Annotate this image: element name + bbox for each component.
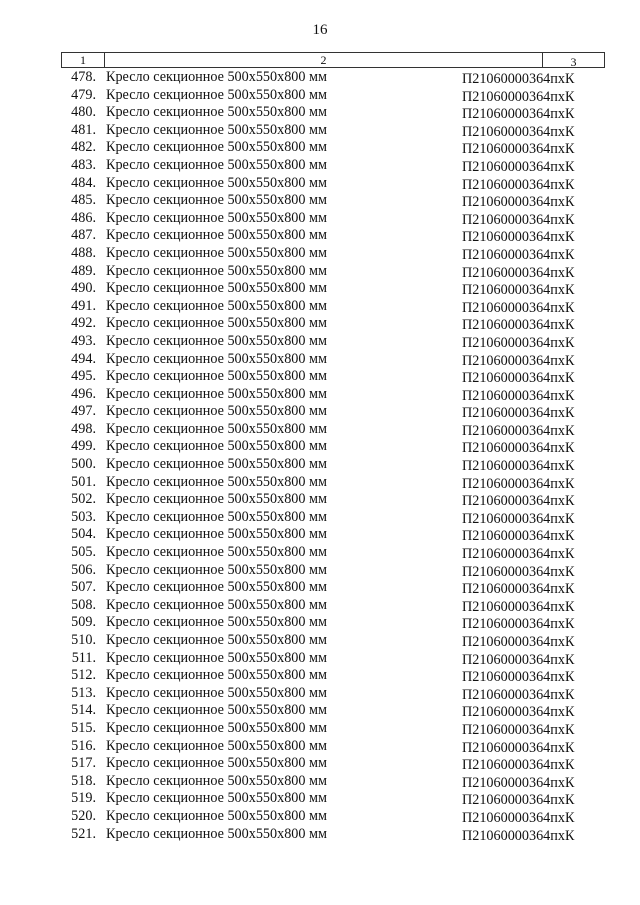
- table-row: [0, 438, 640, 456]
- item-code: П21060000364пхК: [462, 282, 575, 299]
- row-number: 487.: [71, 227, 96, 244]
- item-code: П21060000364пхК: [462, 616, 575, 633]
- item-name: Кресло секционное 500х550х800 мм: [106, 491, 327, 508]
- table-header: [61, 52, 605, 68]
- row-number: 490.: [71, 280, 96, 297]
- table-row: [0, 87, 640, 105]
- item-name: Кресло секционное 500х550х800 мм: [106, 755, 327, 772]
- item-code: П21060000364пхК: [462, 598, 575, 615]
- item-name: Кресло секционное 500х550х800 мм: [106, 807, 327, 824]
- item-name: Кресло секционное 500х550х800 мм: [106, 473, 327, 490]
- item-code: П21060000364пхК: [462, 792, 575, 809]
- item-code: П21060000364пхК: [462, 246, 575, 263]
- table-row: [0, 738, 640, 756]
- item-code: П21060000364пхК: [462, 88, 575, 105]
- item-name: Кресло секционное 500х550х800 мм: [106, 596, 327, 613]
- table-row: [0, 579, 640, 597]
- item-name: Кресло секционное 500х550х800 мм: [106, 174, 327, 191]
- item-code: П21060000364пхК: [462, 686, 575, 703]
- item-code: П21060000364пхК: [462, 71, 575, 87]
- table-row: [0, 315, 640, 333]
- item-code: П21060000364пхК: [462, 158, 575, 175]
- table-row: [0, 403, 640, 421]
- item-name: Кресло секционное 500х550х800 мм: [106, 526, 327, 543]
- item-code: П21060000364пхК: [462, 704, 575, 721]
- item-name: Кресло секционное 500х550х800 мм: [106, 719, 327, 736]
- table-body: [0, 69, 640, 843]
- row-number: 501.: [71, 473, 96, 490]
- item-code: П21060000364пхК: [462, 123, 575, 140]
- item-code: П21060000364пхК: [462, 669, 575, 686]
- table-row: [0, 685, 640, 703]
- item-code: П21060000364пхК: [462, 528, 575, 545]
- table-row: [0, 597, 640, 615]
- item-name: Кресло секционное 500х550х800 мм: [106, 438, 327, 455]
- table-row: [0, 386, 640, 404]
- row-number: 481.: [71, 121, 96, 138]
- table-row: [0, 139, 640, 157]
- row-number: 494.: [71, 350, 96, 367]
- row-number: 482.: [71, 139, 96, 156]
- row-number: 510.: [71, 632, 96, 648]
- table-row: [0, 192, 640, 210]
- row-number: 506.: [71, 561, 96, 578]
- item-name: Кресло секционное 500х550х800 мм: [106, 227, 327, 244]
- row-number: 485.: [71, 192, 96, 209]
- table-row: [0, 632, 640, 650]
- item-name: Кресло секционное 500х550х800 мм: [106, 420, 327, 437]
- table-row: [0, 773, 640, 791]
- row-number: 514.: [71, 702, 96, 719]
- table-row: [0, 509, 640, 527]
- item-code: П21060000364пхК: [462, 493, 575, 510]
- row-number: 499.: [71, 438, 96, 455]
- item-code: П21060000364пхК: [462, 229, 575, 246]
- item-name: Кресло секционное 500х550х800 мм: [106, 332, 327, 349]
- item-name: Кресло секционное 500х550х800 мм: [106, 209, 327, 226]
- table-row: [0, 720, 640, 738]
- item-code: П21060000364пхК: [462, 352, 575, 369]
- item-name: Кресло секционное 500х550х800 мм: [106, 667, 327, 684]
- table-row: [0, 351, 640, 369]
- item-name: Кресло секционное 500х550х800 мм: [106, 368, 327, 385]
- table-row: [0, 474, 640, 492]
- item-name: Кресло секционное 500х550х800 мм: [106, 244, 327, 261]
- item-code: П21060000364пхК: [462, 774, 575, 791]
- table-row: [0, 790, 640, 808]
- item-code: П21060000364пхК: [462, 739, 575, 756]
- table-row: [0, 808, 640, 826]
- table-row: [0, 650, 640, 668]
- item-name: Кресло секционное 500х550х800 мм: [106, 614, 327, 631]
- item-name: Кресло секционное 500х550х800 мм: [106, 262, 327, 279]
- row-number: 498.: [71, 420, 96, 437]
- item-name: Кресло секционное 500х550х800 мм: [106, 702, 327, 719]
- table-row: [0, 122, 640, 140]
- item-name: Кресло секционное 500х550х800 мм: [106, 403, 327, 420]
- table-row: [0, 210, 640, 228]
- item-name: Кресло секционное 500х550х800 мм: [106, 684, 327, 701]
- table-row: [0, 826, 640, 844]
- item-code: П21060000364пхК: [462, 827, 575, 844]
- table-row: [0, 368, 640, 386]
- row-number: 500.: [71, 456, 96, 473]
- row-number: 488.: [71, 244, 96, 261]
- item-code: П21060000364пхК: [462, 563, 575, 580]
- row-number: 491.: [71, 297, 96, 314]
- item-name: Кресло секционное 500х550х800 мм: [106, 315, 327, 332]
- table-row: [0, 157, 640, 175]
- row-number: 515.: [71, 719, 96, 736]
- item-name: Кресло секционное 500х550х800 мм: [106, 456, 327, 473]
- row-number: 480.: [71, 104, 96, 121]
- item-name: Кресло секционное 500х550х800 мм: [106, 86, 327, 103]
- item-code: П21060000364пхК: [462, 510, 575, 527]
- item-code: П21060000364пхК: [462, 141, 575, 158]
- row-number: 489.: [71, 262, 96, 279]
- row-number: 511.: [71, 649, 96, 666]
- table-row: [0, 614, 640, 632]
- row-number: 507.: [71, 579, 96, 596]
- item-code: П21060000364пхК: [462, 387, 575, 404]
- item-name: Кресло секционное 500х550х800 мм: [106, 69, 327, 85]
- row-number: 497.: [71, 403, 96, 420]
- row-number: 484.: [71, 174, 96, 191]
- page-number: 16: [312, 22, 328, 38]
- item-code: П21060000364пхК: [462, 651, 575, 668]
- row-number: 513.: [71, 684, 96, 701]
- table-row: [0, 280, 640, 298]
- item-name: Кресло секционное 500х550х800 мм: [106, 772, 327, 789]
- item-code: П21060000364пхК: [462, 422, 575, 439]
- item-code: П21060000364пхК: [462, 176, 575, 193]
- item-name: Кресло секционное 500х550х800 мм: [106, 579, 327, 596]
- item-code: П21060000364пхК: [462, 405, 575, 422]
- item-code: П21060000364пхК: [462, 458, 575, 475]
- table-row: [0, 175, 640, 193]
- item-code: П21060000364пхК: [462, 757, 575, 774]
- item-name: Кресло секционное 500х550х800 мм: [106, 350, 327, 367]
- table-row: [0, 69, 640, 87]
- item-name: Кресло секционное 500х550х800 мм: [106, 156, 327, 173]
- item-code: П21060000364пхК: [462, 211, 575, 228]
- item-name: Кресло секционное 500х550х800 мм: [106, 544, 327, 561]
- row-number: 478.: [71, 69, 96, 85]
- item-name: Кресло секционное 500х550х800 мм: [106, 561, 327, 578]
- item-name: Кресло секционное 500х550х800 мм: [106, 632, 327, 648]
- row-number: 517.: [71, 755, 96, 772]
- item-name: Кресло секционное 500х550х800 мм: [106, 508, 327, 525]
- item-code: П21060000364пхК: [462, 264, 575, 281]
- item-name: Кресло секционное 500х550х800 мм: [106, 649, 327, 666]
- item-name: Кресло секционное 500х550х800 мм: [106, 280, 327, 297]
- item-name: Кресло секционное 500х550х800 мм: [106, 139, 327, 156]
- item-code: П21060000364пхК: [462, 546, 575, 563]
- row-number: 492.: [71, 315, 96, 332]
- item-code: П21060000364пхК: [462, 334, 575, 351]
- table-row: [0, 298, 640, 316]
- row-number: 504.: [71, 526, 96, 543]
- row-number: 519.: [71, 790, 96, 807]
- item-code: П21060000364пхК: [462, 721, 575, 738]
- item-code: П21060000364пхК: [462, 106, 575, 123]
- table-row: [0, 104, 640, 122]
- row-number: 520.: [71, 807, 96, 824]
- row-number: 502.: [71, 491, 96, 508]
- row-number: 495.: [71, 368, 96, 385]
- row-number: 518.: [71, 772, 96, 789]
- table-row: [0, 562, 640, 580]
- column-header-number: 1: [62, 53, 105, 67]
- row-number: 509.: [71, 614, 96, 631]
- row-number: 512.: [71, 667, 96, 684]
- row-number: 503.: [71, 508, 96, 525]
- row-number: 521.: [71, 825, 96, 842]
- table-row: [0, 526, 640, 544]
- column-header-name: 2: [105, 53, 543, 67]
- table-row: [0, 702, 640, 720]
- item-code: П21060000364пхК: [462, 475, 575, 492]
- row-number: 486.: [71, 209, 96, 226]
- item-code: П21060000364пхК: [462, 440, 575, 457]
- item-name: Кресло секционное 500х550х800 мм: [106, 121, 327, 138]
- table-row: [0, 491, 640, 509]
- item-name: Кресло секционное 500х550х800 мм: [106, 825, 327, 842]
- row-number: 493.: [71, 332, 96, 349]
- item-code: П21060000364пхК: [462, 370, 575, 387]
- table-row: [0, 245, 640, 263]
- item-name: Кресло секционное 500х550х800 мм: [106, 385, 327, 402]
- table-row: [0, 544, 640, 562]
- item-code: П21060000364пхК: [462, 581, 575, 598]
- row-number: 496.: [71, 385, 96, 402]
- table-row: [0, 755, 640, 773]
- column-header-code: 3: [570, 55, 577, 69]
- row-number: 483.: [71, 156, 96, 173]
- item-name: Кресло секционное 500х550х800 мм: [106, 297, 327, 314]
- row-number: 508.: [71, 596, 96, 613]
- table-row: [0, 421, 640, 439]
- table-row: [0, 333, 640, 351]
- item-code: П21060000364пхК: [462, 317, 575, 334]
- table-row: [0, 263, 640, 281]
- row-number: 505.: [71, 544, 96, 561]
- item-name: Кресло секционное 500х550х800 мм: [106, 737, 327, 754]
- item-code: П21060000364пхК: [462, 634, 575, 650]
- item-name: Кресло секционное 500х550х800 мм: [106, 790, 327, 807]
- row-number: 479.: [71, 86, 96, 103]
- table-row: [0, 667, 640, 685]
- item-code: П21060000364пхК: [462, 194, 575, 211]
- row-number: 516.: [71, 737, 96, 754]
- table-row: [0, 227, 640, 245]
- item-code: П21060000364пхК: [462, 809, 575, 826]
- item-code: П21060000364пхК: [462, 299, 575, 316]
- table-row: [0, 456, 640, 474]
- item-name: Кресло секционное 500х550х800 мм: [106, 104, 327, 121]
- item-name: Кресло секционное 500х550х800 мм: [106, 192, 327, 209]
